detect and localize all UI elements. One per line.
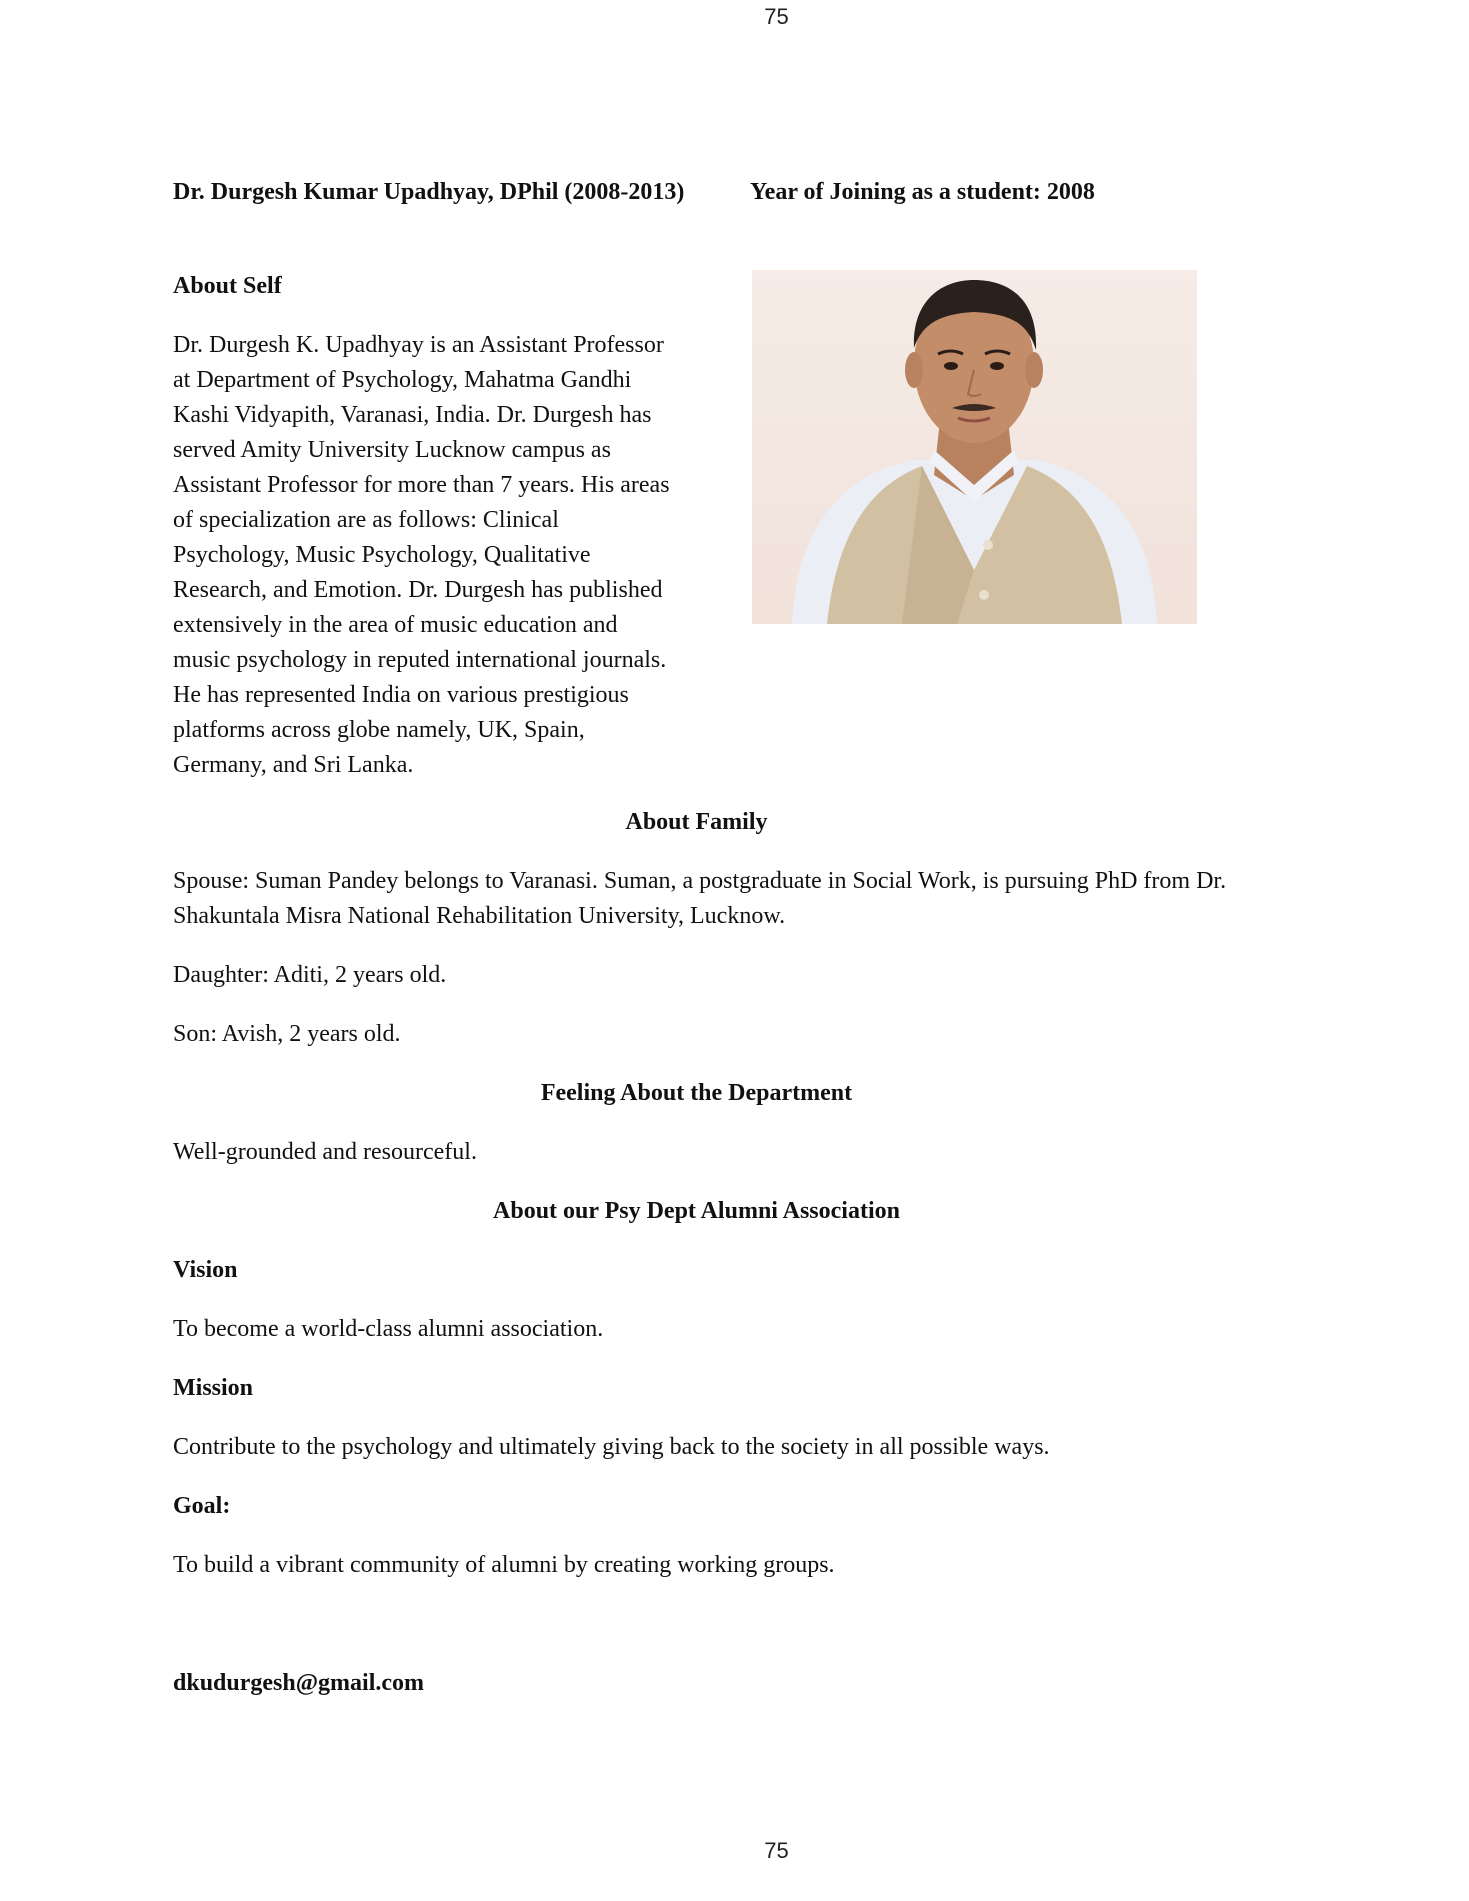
bio-line: of specialization are as follows: Clinical: [173, 507, 559, 533]
bio-line: at Department of Psychology, Mahatma Gandhi: [173, 367, 632, 393]
page-number-top: 75: [764, 4, 789, 29]
mission-text: Contribute to the psychology and ultimately giving back to the society in all possible ways.: [173, 1434, 1050, 1460]
portrait-photo: [752, 270, 1197, 624]
goal-text: To build a vibrant community of alumni by creating working groups.: [173, 1552, 835, 1578]
bio-line: Germany, and Sri Lanka.: [173, 752, 414, 778]
bio-line: Assistant Professor for more than 7 years. His areas: [173, 472, 670, 498]
portrait-illustration: [752, 270, 1197, 624]
bio-line: Research, and Emotion. Dr. Durgesh has published: [173, 577, 663, 603]
daughter-text: Daughter: Aditi, 2 years old.: [173, 962, 447, 988]
goal-heading: Goal:: [173, 1493, 231, 1519]
association-heading: About our Psy Dept Alumni Association: [493, 1198, 900, 1224]
about-self-heading: About Self: [173, 273, 282, 299]
vision-text: To become a world-class alumni association.: [173, 1316, 604, 1342]
bio-line: platforms across globe namely, UK, Spain,: [173, 717, 585, 743]
email-address: dkudurgesh@gmail.com: [173, 1670, 425, 1696]
spouse-text: Spouse: Suman Pandey belongs to Varanasi. Suman, a postgraduate in Social Work, is pursuing PhD from Dr. Shakuntala Misra National Rehabilitation University, Lucknow.: [173, 868, 1227, 929]
son-text: Son: Avish, 2 years old.: [173, 1021, 401, 1047]
about-self-paragraph: [173, 328, 723, 783]
bio-line: Dr. Durgesh K. Upadhyay is an Assistant Professor: [173, 332, 664, 358]
bio-line: extensively in the area of music education and: [173, 612, 618, 638]
bio-line: Kashi Vidyapith, Varanasi, India. Dr. Durgesh has: [173, 402, 652, 428]
bio-line: music psychology in reputed international journals.: [173, 647, 667, 673]
about-family-heading: About Family: [625, 809, 768, 835]
bio-line: He has represented India on various prestigious: [173, 682, 629, 708]
page-number-bottom: 75: [764, 1838, 789, 1863]
bio-line: served Amity University Lucknow campus as: [173, 437, 611, 463]
bio-line: Psychology, Music Psychology, Qualitative: [173, 542, 591, 568]
feeling-text: Well-grounded and resourceful.: [173, 1139, 477, 1165]
year-of-joining: Year of Joining as a student: 2008: [750, 179, 1095, 205]
alumnus-name: Dr. Durgesh Kumar Upadhyay, DPhil (2008-2013): [173, 179, 685, 205]
vision-heading: Vision: [173, 1257, 238, 1283]
mission-heading: Mission: [173, 1375, 254, 1401]
feeling-heading: Feeling About the Department: [540, 1080, 853, 1106]
